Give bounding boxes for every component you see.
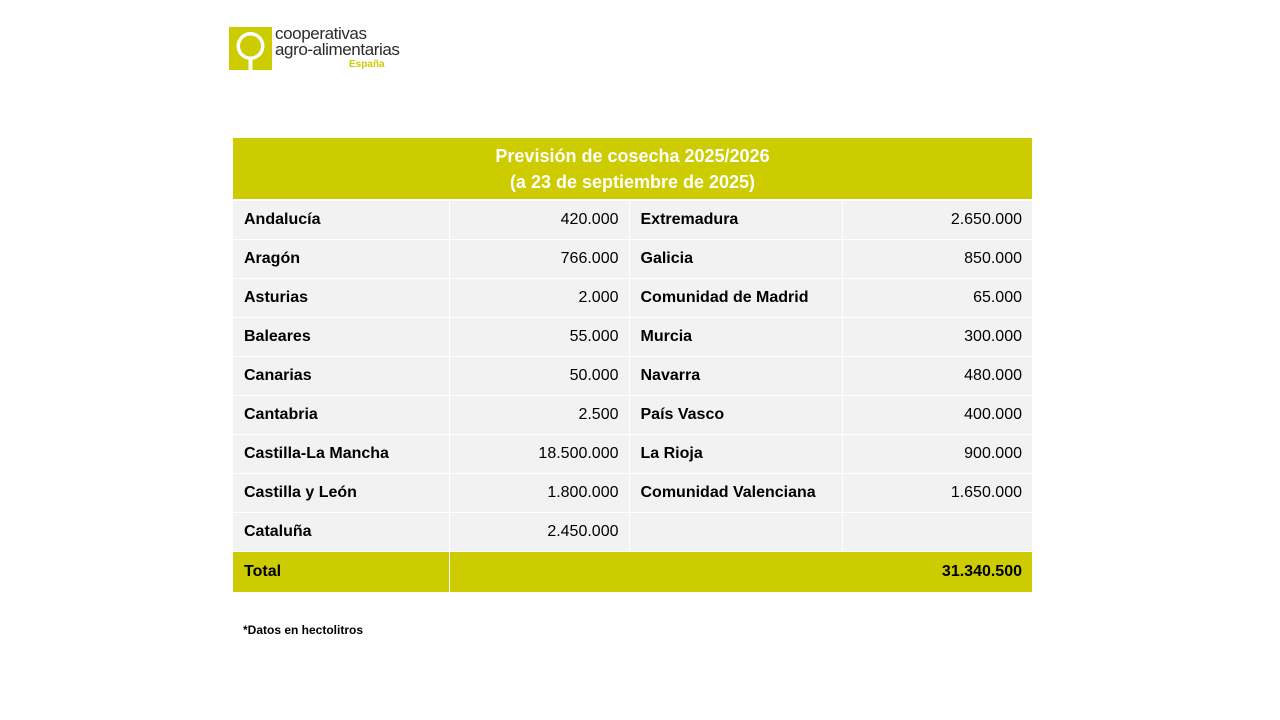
- table-row: [233, 435, 1032, 474]
- harvest-forecast-table: [233, 138, 1032, 592]
- table-title-line-2: (a 23 de septiembre de 2025): [509, 171, 756, 192]
- logo-line-2: agro-alimentarias: [275, 40, 400, 59]
- region-name: Canarias: [233, 357, 449, 396]
- region-name: Navarra: [629, 357, 842, 396]
- logo-subtitle: España: [348, 59, 385, 70]
- region-value: 2.450.000: [449, 513, 629, 552]
- region-value: 18.500.000: [449, 435, 629, 474]
- region-name: Cataluña: [233, 513, 449, 552]
- region-value: 65.000: [842, 279, 1032, 318]
- region-name: La Rioja: [629, 435, 842, 474]
- region-value: 50.000: [449, 357, 629, 396]
- region-name: País Vasco: [629, 396, 842, 435]
- table-row: [233, 318, 1032, 357]
- total-row: [233, 552, 1032, 593]
- region-name: Comunidad Valenciana: [629, 474, 842, 513]
- region-value: 1.650.000: [842, 474, 1032, 513]
- region-name: Cantabria: [233, 396, 449, 435]
- region-value: 2.500: [449, 396, 629, 435]
- table-title: [233, 138, 1032, 200]
- total-value: 31.340.500: [449, 552, 1032, 593]
- region-value: 300.000: [842, 318, 1032, 357]
- region-name: Baleares: [233, 318, 449, 357]
- footnote: *Datos en hectolitros: [243, 623, 364, 637]
- region-name: Extremadura: [629, 200, 842, 240]
- region-value: 1.800.000: [449, 474, 629, 513]
- region-name: Andalucía: [233, 200, 449, 240]
- table-row: [233, 279, 1032, 318]
- total-label: Total: [233, 552, 449, 593]
- region-value: [842, 513, 1032, 552]
- region-value: 2.000: [449, 279, 629, 318]
- table-title-line-1: Previsión de cosecha 2025/2026: [495, 145, 770, 166]
- region-value: 766.000: [449, 240, 629, 279]
- region-value: 420.000: [449, 200, 629, 240]
- table-row: [233, 357, 1032, 396]
- table-row: [233, 474, 1032, 513]
- region-name: [629, 513, 842, 552]
- logo-mark-icon: [229, 27, 272, 70]
- logo: [229, 24, 429, 73]
- region-name: Asturias: [233, 279, 449, 318]
- table-row: [233, 513, 1032, 552]
- region-value: 480.000: [842, 357, 1032, 396]
- region-name: Castilla-La Mancha: [233, 435, 449, 474]
- region-name: Murcia: [629, 318, 842, 357]
- table-row: [233, 396, 1032, 435]
- region-name: Comunidad de Madrid: [629, 279, 842, 318]
- region-value: 2.650.000: [842, 200, 1032, 240]
- region-value: 400.000: [842, 396, 1032, 435]
- region-name: Aragón: [233, 240, 449, 279]
- region-name: Castilla y León: [233, 474, 449, 513]
- region-value: 55.000: [449, 318, 629, 357]
- logo-line-1: cooperativas: [275, 24, 367, 43]
- region-name: Galicia: [629, 240, 842, 279]
- table-row: [233, 200, 1032, 240]
- logo-text: [275, 26, 400, 71]
- region-value: 900.000: [842, 435, 1032, 474]
- table-row: [233, 240, 1032, 279]
- region-value: 850.000: [842, 240, 1032, 279]
- table-body: [233, 200, 1032, 552]
